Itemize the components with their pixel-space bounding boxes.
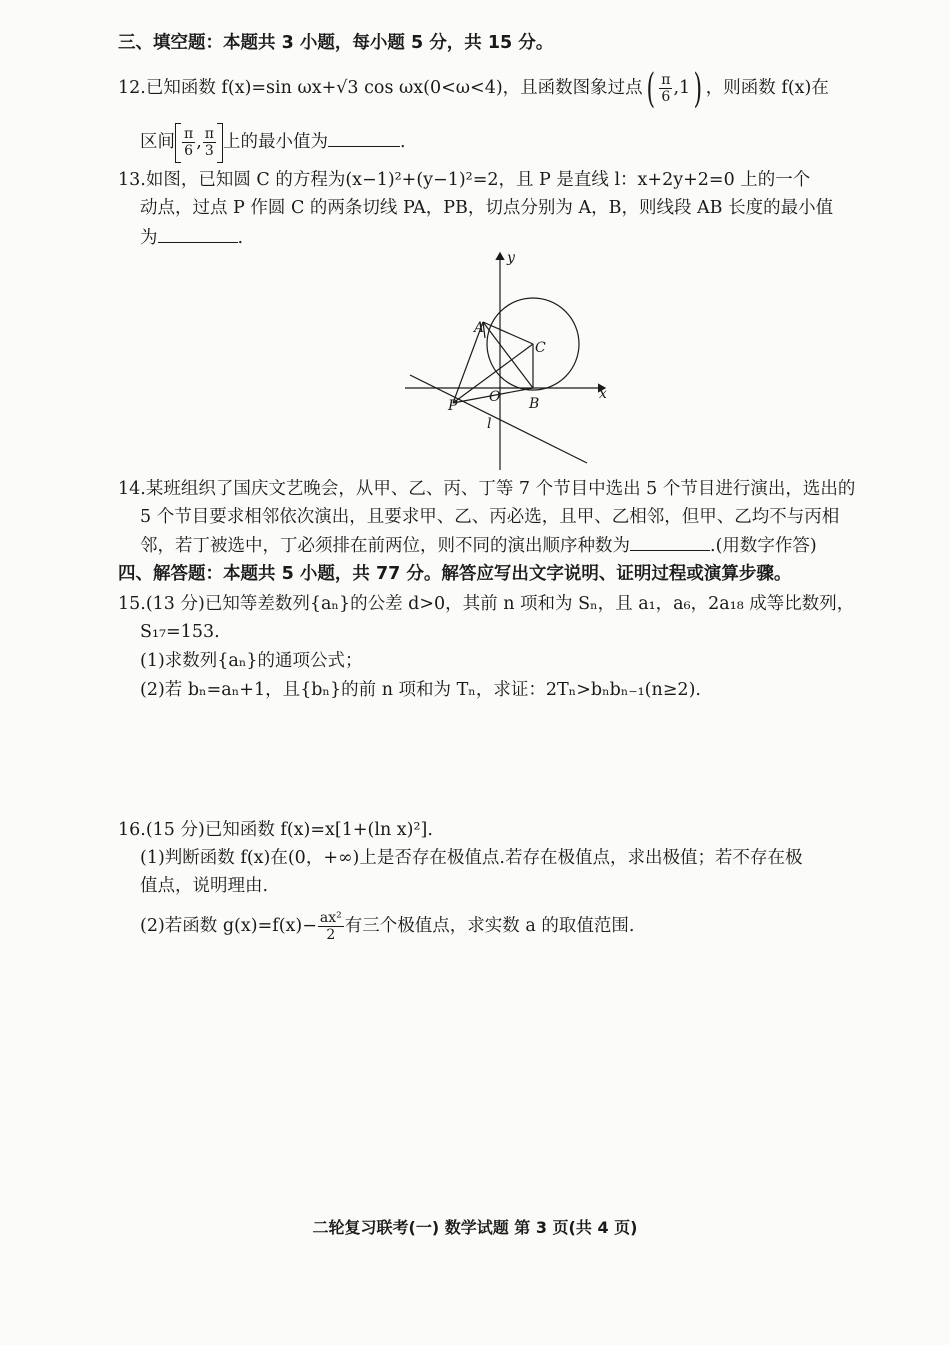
answer-blank-12 <box>328 128 400 147</box>
label-c: C <box>535 340 546 356</box>
question-15-line-2: S₁₇=153. <box>140 622 220 642</box>
answer-blank-14 <box>630 532 710 551</box>
chord-ab <box>483 322 533 388</box>
label-o: O <box>489 389 501 405</box>
ax-squared-fraction: $\frac{\text{ax²}}{2}$ <box>319 910 342 943</box>
label-x: x <box>599 386 607 402</box>
interval-end-fraction: $\frac{\pi}{3}$ <box>204 126 214 159</box>
left-paren: ( <box>646 65 655 112</box>
q12-point-fraction: $\frac{\pi}{6}$ <box>661 72 671 105</box>
label-p: P <box>448 398 458 414</box>
question-12-line-1: 12.已知函数 f(x)=sin ωx+√3 cos ωx(0<ω<4)，且函数图象过点( $\frac{\pi}{6}$ ,1) ，则函数 f(x)在 <box>118 65 829 112</box>
question-14-line-3: 邻，若丁被选中，丁必须排在前两位，则不同的演出顺序种数为 .(用数字作答) <box>140 532 817 559</box>
question-16-line-1: 16.(15 分)已知函数 f(x)=x[1+(ln x)²]. <box>118 820 433 840</box>
page-footer: 二轮复习联考(一) 数学试题 第 3 页(共 4 页) <box>312 1218 638 1237</box>
section-4-heading: 四、解答题：本题共 5 小题，共 77 分。解答应写出文字说明、证明过程或演算步骤。 <box>118 564 792 584</box>
section-3-heading: 三、填空题：本题共 3 小题，每小题 5 分，共 15 分。 <box>118 33 554 53</box>
question-14-line-2: 5 个节目要求相邻依次演出，且要求甲、乙、丙必选，且甲、乙相邻，但甲、乙均不与丙相 <box>140 507 840 527</box>
question-13-line-1: 13.如图，已知圆 C 的方程为(x−1)²+(y−1)²=2，且 P 是直线 l：x+2y+2=0 上的一个 <box>118 170 811 190</box>
question-15-part-1: (1)求数列{aₙ}的通项公式； <box>140 651 363 671</box>
q12-text-b: ，则函数 f(x)在 <box>705 78 829 98</box>
label-b: B <box>529 396 540 412</box>
left-bracket <box>175 123 181 163</box>
question-16-part-1-a: (1)判断函数 f(x)在(0，+∞)上是否存在极值点.若存在极值点，求出极值；若不存在极 <box>140 848 803 868</box>
interval-start-fraction: $\frac{\pi}{6}$ <box>184 126 194 159</box>
answer-blank-13 <box>158 224 238 243</box>
question-16-part-2: (2)若函数 g(x)=f(x)− $\frac{\text{ax²}}{2}$ 有三个极值点，求实数 a 的取值范围. <box>140 910 635 943</box>
label-y: y <box>507 250 515 266</box>
circle-tangent-figure <box>405 248 615 470</box>
label-l: l <box>487 416 492 432</box>
right-paren: ) <box>693 65 703 112</box>
label-a: A <box>474 320 485 336</box>
question-15-line-1: 15.(13 分)已知等差数列{aₙ}的公差 d>0，其前 n 项和为 Sₙ，且 a₁，a₆，2a₁₈ 成等比数列， <box>118 594 855 614</box>
q12-text-a: 12.已知函数 f(x)=sin ωx+√3 cos ωx(0<ω<4)，且函数图象过点 <box>118 78 643 98</box>
question-16-part-1-b: 值点，说明理由. <box>140 876 269 896</box>
question-12-line-2: 区间 $\frac{\pi}{6}$ , $\frac{\pi}{3}$ 上的最小值为 . <box>140 122 406 163</box>
question-15-part-2: (2)若 bₙ=aₙ+1，且{bₙ}的前 n 项和为 Tₙ，求证：2Tₙ>bₙbₙ₋₁(n≥2). <box>140 680 701 700</box>
question-13-line-3: 为 . <box>140 224 243 251</box>
radius-ca <box>483 322 533 344</box>
question-13-line-2: 动点，过点 P 作圆 C 的两条切线 PA，PB，切点分别为 A，B，则线段 AB 长度的最小值 <box>140 198 834 218</box>
question-14-line-1: 14.某班组织了国庆文艺晚会，从甲、乙、丙、丁等 7 个节目中选出 5 个节目进行演出，选出的 <box>118 479 856 499</box>
